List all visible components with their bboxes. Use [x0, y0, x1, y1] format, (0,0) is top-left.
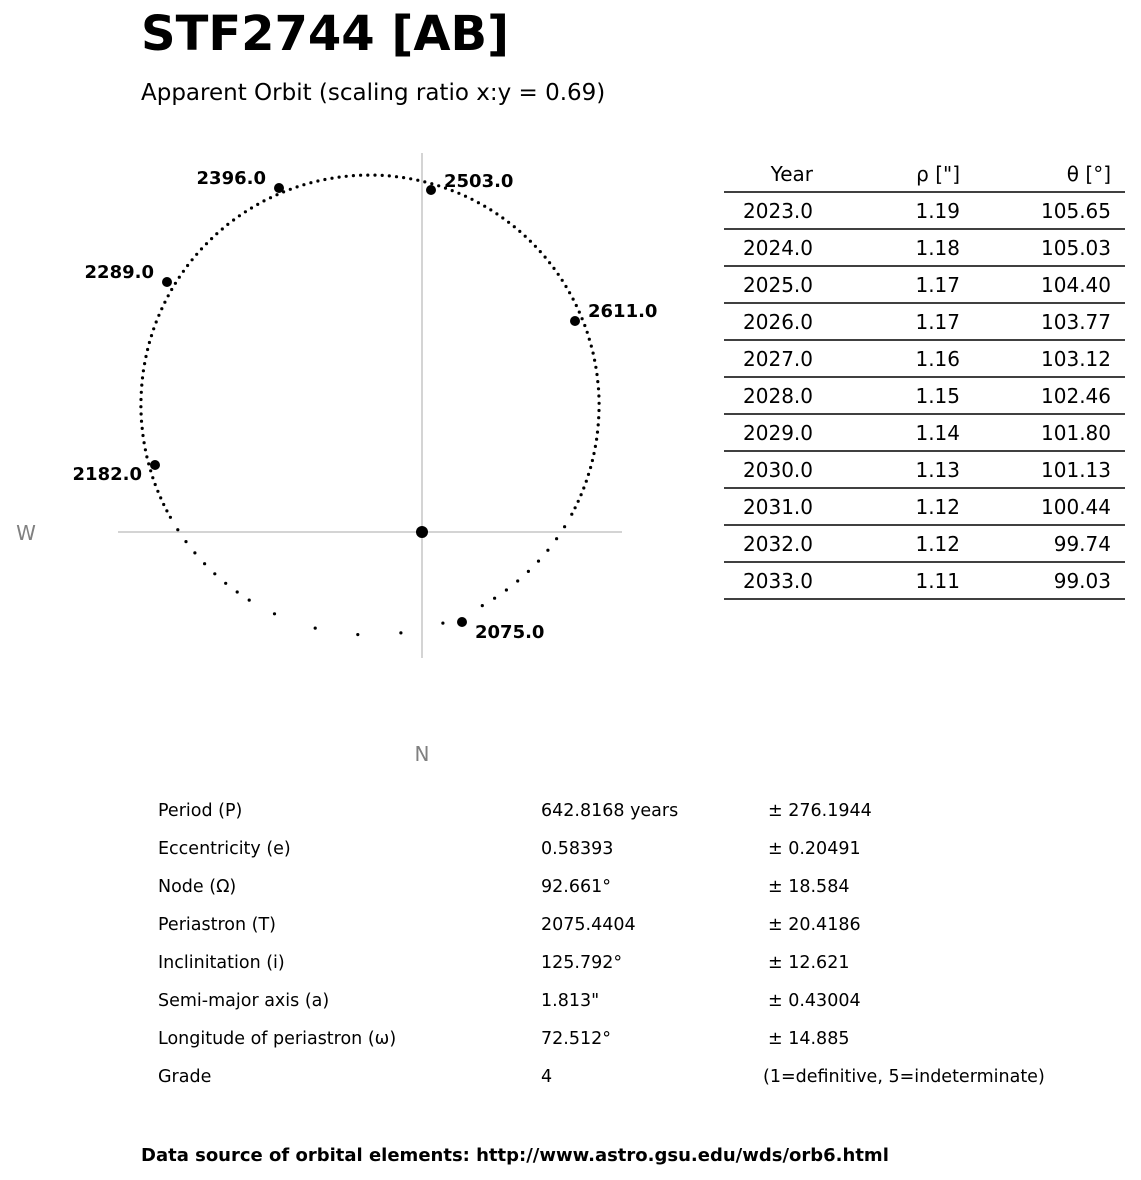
element-value: 2075.4404 — [541, 915, 636, 935]
table-cell: 105.65 — [1041, 199, 1111, 223]
orbit-dot — [597, 416, 600, 419]
table-cell: 1.16 — [915, 347, 960, 371]
epoch-point — [570, 316, 580, 326]
table-cell: 2030.0 — [743, 458, 813, 482]
orbit-dot — [275, 193, 278, 196]
orbit-dot — [165, 509, 168, 512]
orbit-dot — [592, 352, 595, 355]
orbit-dot — [145, 455, 148, 458]
orbit-dot — [338, 176, 341, 179]
ephemeris-table — [724, 162, 1125, 599]
orbit-dot — [143, 362, 146, 365]
epoch-label: 2289.0 — [84, 262, 154, 283]
orbit-dot — [149, 469, 152, 472]
orbit-dot — [598, 402, 601, 405]
orbit-dot — [200, 247, 203, 250]
element-error: ± 18.584 — [768, 877, 850, 897]
orbit-dot — [464, 195, 467, 198]
orbit-dot — [140, 420, 143, 423]
orbit-dot — [184, 540, 187, 543]
orbit-dot — [591, 459, 594, 462]
orbit-dot — [224, 582, 227, 585]
orbit-dot — [140, 412, 143, 415]
orbit-dot — [597, 394, 600, 397]
orbit-path — [139, 174, 600, 637]
orbit-dot — [588, 338, 591, 341]
orbit-dot — [493, 597, 496, 600]
element-error: ± 14.885 — [768, 1029, 850, 1049]
orbit-dot — [352, 174, 355, 177]
orbit-dot — [244, 210, 247, 213]
element-value: 1.813" — [541, 991, 600, 1011]
orbit-dot — [141, 434, 144, 437]
table-cell: 1.15 — [915, 384, 960, 408]
orbit-dot — [381, 174, 384, 177]
orbit-dot — [441, 622, 444, 625]
orbit-dot — [388, 174, 391, 177]
orbit-dot — [170, 288, 173, 291]
orbit-dot — [150, 334, 153, 337]
orbit-dot — [345, 175, 348, 178]
orbit-dot — [399, 631, 402, 634]
element-name: Eccentricity (e) — [158, 839, 291, 859]
orbit-dot — [193, 551, 196, 554]
orbit-dot — [323, 178, 326, 181]
orbit-dot — [529, 240, 532, 243]
orbit-dot — [191, 258, 194, 261]
orbit-dot — [155, 320, 158, 323]
orbit-dot — [483, 205, 486, 208]
table-cell: 2028.0 — [743, 384, 813, 408]
element-value: 642.8168 years — [541, 801, 679, 821]
orbit-dot — [152, 327, 155, 330]
orbit-dot — [273, 612, 276, 615]
table-cell: 1.17 — [915, 310, 960, 334]
orbit-dot — [563, 525, 566, 528]
orbit-dot — [141, 376, 144, 379]
orbit-dot — [423, 180, 426, 183]
orbit-dot — [160, 307, 163, 310]
orbit-dot — [546, 549, 549, 552]
orbit-dot — [580, 493, 583, 496]
table-cell: 1.13 — [915, 458, 960, 482]
table-cell: 99.74 — [1053, 532, 1111, 556]
table-cell: 103.77 — [1041, 310, 1111, 334]
orbit-dot — [167, 294, 170, 297]
orbit-dot — [595, 438, 598, 441]
orbit-dot — [269, 196, 272, 199]
orbit-dot — [597, 423, 600, 426]
orbit-dot — [256, 203, 259, 206]
table-cell: 1.12 — [915, 532, 960, 556]
orbit-dot — [140, 391, 143, 394]
orbit-dot — [314, 627, 317, 630]
element-value: 92.661° — [541, 877, 611, 897]
orbit-dot — [597, 409, 600, 412]
table-cell: 104.40 — [1041, 273, 1111, 297]
epoch-point — [274, 183, 284, 193]
epoch-label: 2396.0 — [196, 168, 266, 189]
table-cell: 1.19 — [915, 199, 960, 223]
element-name: Node (Ω) — [158, 877, 237, 897]
table-cell: 101.80 — [1041, 421, 1111, 445]
page-title: STF2744 [AB] — [141, 6, 510, 62]
element-error: ± 0.20491 — [768, 839, 861, 859]
orbit-dot — [151, 476, 154, 479]
orbit-dot — [501, 216, 504, 219]
orbit-dot — [505, 588, 508, 591]
table-cell: 1.18 — [915, 236, 960, 260]
table-cell: 101.13 — [1041, 458, 1111, 482]
orbit-dot — [587, 473, 590, 476]
orbit-dot — [507, 221, 510, 224]
orbit-dot — [430, 182, 433, 185]
orbit-dot — [561, 279, 564, 282]
epoch-point — [457, 617, 467, 627]
orbit-dot — [570, 513, 573, 516]
orbit-dot — [140, 384, 143, 387]
orbit-dot — [577, 500, 580, 503]
primary-star-marker — [416, 526, 428, 538]
orbit-dot — [359, 174, 362, 177]
orbit-dot — [143, 441, 146, 444]
data-source-note: Data source of orbital elements: http://www.astro.gsu.edu/wds/orb6.html — [141, 1145, 889, 1166]
orbit-dot — [593, 359, 596, 362]
chart-axes — [16, 153, 622, 766]
table-cell: 99.03 — [1053, 569, 1111, 593]
labeled-epochs — [73, 168, 658, 643]
table-cell: 2026.0 — [743, 310, 813, 334]
orbit-dot — [289, 188, 292, 191]
orbit-dot — [564, 285, 567, 288]
orbit-dot — [589, 466, 592, 469]
orbit-dot — [409, 177, 412, 180]
orbit-dot — [215, 232, 218, 235]
orbit-dot — [373, 174, 376, 177]
element-name: Period (P) — [158, 801, 243, 821]
orbit-dot — [174, 282, 177, 285]
table-cell: 2029.0 — [743, 421, 813, 445]
table-cell: 2032.0 — [743, 532, 813, 556]
orbit-dot — [583, 324, 586, 327]
orbit-dot — [595, 373, 598, 376]
epoch-point — [150, 460, 160, 470]
orbit-dot — [139, 398, 142, 401]
element-value: 125.792° — [541, 953, 623, 973]
element-name: Periastron (T) — [158, 915, 276, 935]
orbit-dot — [238, 214, 241, 217]
orbit-dot — [513, 225, 516, 228]
element-error: ± 0.43004 — [768, 991, 861, 1011]
element-error: ± 20.4186 — [768, 915, 861, 935]
orbit-dot — [527, 570, 530, 573]
orbit-dot — [581, 317, 584, 320]
epoch-point — [426, 185, 436, 195]
table-cell: 2027.0 — [743, 347, 813, 371]
table-header: θ [°] — [1066, 162, 1111, 186]
orbit-dot — [147, 462, 150, 465]
orbit-dot — [596, 380, 599, 383]
orbit-dot — [213, 572, 216, 575]
orbit-dot — [139, 405, 142, 408]
table-header: Year — [770, 162, 813, 186]
orbit-dot — [148, 341, 151, 344]
orbit-dot — [596, 431, 599, 434]
orbit-dot — [594, 366, 597, 369]
orbit-dot — [302, 183, 305, 186]
orbit-dot — [592, 452, 595, 455]
west-label: W — [16, 521, 36, 545]
orbit-dot — [555, 537, 558, 540]
orbit-dot — [159, 496, 162, 499]
table-cell: 1.11 — [915, 569, 960, 593]
orbit-dot — [144, 355, 147, 358]
orbit-dot — [477, 201, 480, 204]
orbit-chart — [0, 130, 1141, 790]
orbit-dot — [470, 198, 473, 201]
orbit-dot — [203, 562, 206, 565]
orbit-dot — [516, 579, 519, 582]
orbit-dot — [162, 503, 165, 506]
orbit-dot — [250, 206, 253, 209]
orbit-dot — [402, 176, 405, 179]
epoch-label: 2182.0 — [72, 464, 142, 485]
orbit-dot — [539, 250, 542, 253]
orbit-dot — [582, 486, 585, 489]
orbit-dot — [586, 331, 589, 334]
orbit-dot — [552, 267, 555, 270]
orbit-dot — [316, 179, 319, 182]
element-value: 0.58393 — [541, 839, 614, 859]
element-value: 72.512° — [541, 1029, 611, 1049]
orbit-dot — [154, 483, 157, 486]
orbit-dot — [594, 445, 597, 448]
orbit-dot — [144, 448, 147, 451]
orbit-dot — [590, 345, 593, 348]
element-error: ± 12.621 — [768, 953, 850, 973]
orbit-dot — [182, 270, 185, 273]
orbit-dot — [248, 599, 251, 602]
orbit-dot — [156, 490, 159, 493]
orbit-dot — [568, 291, 571, 294]
element-error: (1=definitive, 5=indeterminate) — [763, 1067, 1045, 1087]
orbit-dot — [210, 237, 213, 240]
page-subtitle: Apparent Orbit (scaling ratio x:y = 0.69) — [141, 80, 606, 106]
element-value: 4 — [541, 1067, 553, 1087]
orbit-dot — [142, 369, 145, 372]
orbit-dot — [585, 480, 588, 483]
orbit-dot — [296, 185, 299, 188]
element-name: Grade — [158, 1067, 212, 1087]
orbit-dot — [232, 218, 235, 221]
table-cell: 102.46 — [1041, 384, 1111, 408]
orbit-dot — [330, 177, 333, 180]
orbit-dot — [226, 223, 229, 226]
orbit-dot — [221, 227, 224, 230]
orbit-dot — [186, 264, 189, 267]
table-cell: 105.03 — [1041, 236, 1111, 260]
orbit-dot — [518, 230, 521, 233]
orbit-dot — [146, 348, 149, 351]
table-cell: 1.12 — [915, 495, 960, 519]
table-cell: 103.12 — [1041, 347, 1111, 371]
orbit-dot — [395, 175, 398, 178]
orbit-dot — [597, 387, 600, 390]
orbit-dot — [578, 311, 581, 314]
element-name: Longitude of periastron (ω) — [158, 1029, 397, 1049]
orbit-dot — [574, 506, 577, 509]
orbit-dot — [178, 276, 181, 279]
orbit-dot — [309, 181, 312, 184]
table-cell: 2023.0 — [743, 199, 813, 223]
table-cell: 1.14 — [915, 421, 960, 445]
table-cell: 2031.0 — [743, 495, 813, 519]
orbit-dot — [457, 192, 460, 195]
element-name: Inclinitation (i) — [158, 953, 285, 973]
orbit-dot — [141, 427, 144, 430]
orbit-dot — [489, 208, 492, 211]
orbit-dot — [575, 304, 578, 307]
orbit-dot — [163, 301, 166, 304]
orbit-dot — [157, 314, 160, 317]
orbit-dot — [537, 560, 540, 563]
table-cell: 2024.0 — [743, 236, 813, 260]
epoch-label: 2503.0 — [444, 171, 514, 192]
table-cell: 2025.0 — [743, 273, 813, 297]
epoch-label: 2075.0 — [475, 622, 545, 643]
table-cell: 1.17 — [915, 273, 960, 297]
orbit-dot — [437, 184, 440, 187]
table-header: ρ ["] — [916, 162, 960, 186]
orbit-dot — [416, 179, 419, 182]
orbit-dot — [356, 633, 359, 636]
orbit-dot — [205, 242, 208, 245]
table-cell: 2033.0 — [743, 569, 813, 593]
epoch-label: 2611.0 — [588, 301, 658, 322]
epoch-point — [162, 277, 172, 287]
orbit-dot — [481, 604, 484, 607]
orbit-dot — [557, 273, 560, 276]
orbit-dot — [544, 256, 547, 259]
north-label: N — [414, 742, 430, 766]
orbit-dot — [524, 235, 527, 238]
orbit-dot — [169, 516, 172, 519]
orbit-dot — [366, 174, 369, 177]
element-name: Semi-major axis (a) — [158, 991, 330, 1011]
table-cell: 100.44 — [1041, 495, 1111, 519]
orbit-dot — [236, 590, 239, 593]
orbit-dot — [262, 199, 265, 202]
orbit-dot — [572, 298, 575, 301]
orbit-dot — [548, 261, 551, 264]
orbit-dot — [495, 212, 498, 215]
orbit-dot — [195, 253, 198, 256]
orbit-dot — [534, 245, 537, 248]
element-error: ± 276.1944 — [768, 801, 872, 821]
orbit-dot — [176, 528, 179, 531]
